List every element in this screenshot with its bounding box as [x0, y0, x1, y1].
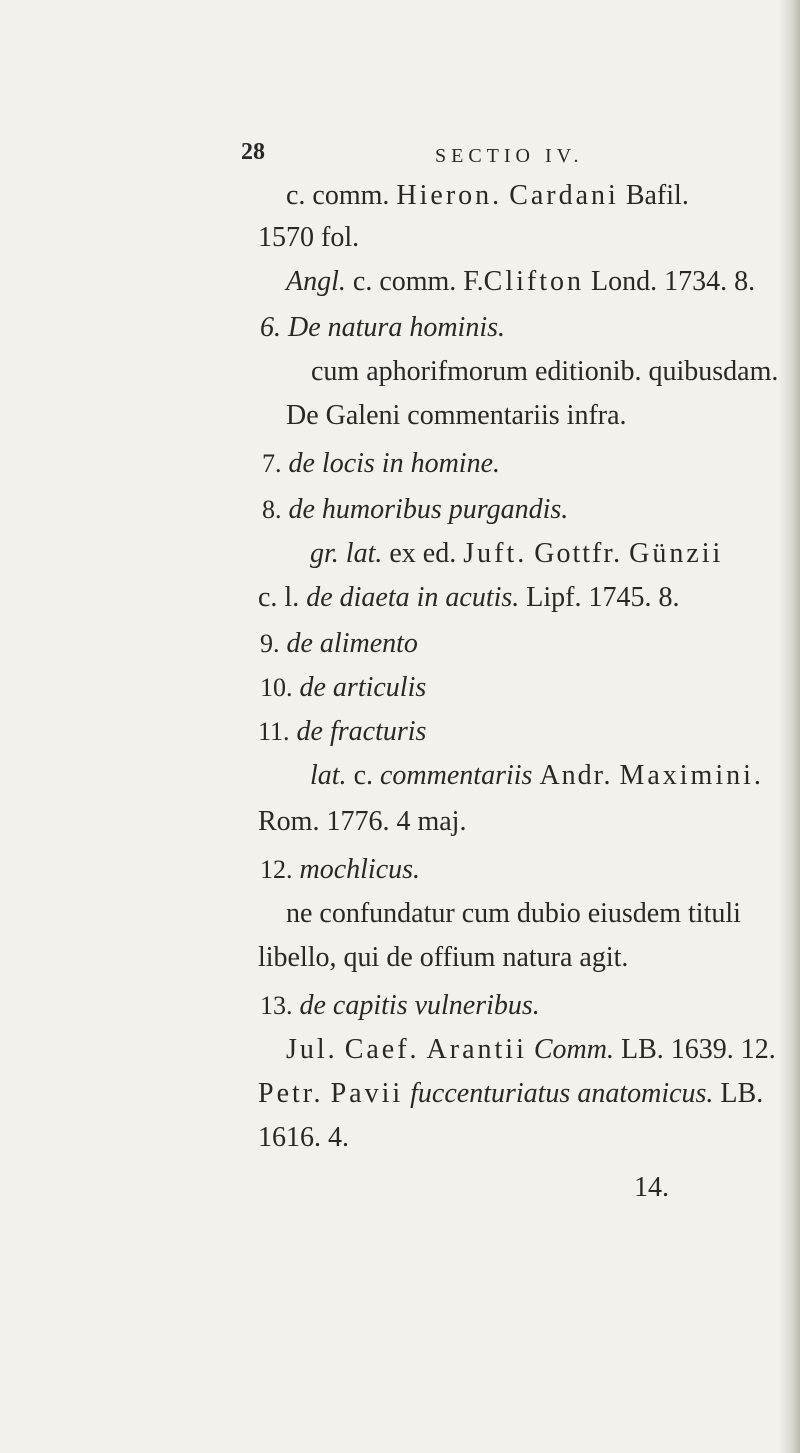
entry-line: [310, 538, 723, 570]
language-label: lat.: [310, 760, 347, 791]
entry-number: 6.: [260, 312, 281, 343]
page-edge-shadow: [778, 0, 800, 1453]
entry-heading: [260, 672, 426, 704]
entry-heading: [260, 312, 505, 344]
entry-title: de articulis: [299, 672, 427, 703]
author-name: Caef.: [344, 1034, 420, 1065]
entry-line: [286, 266, 755, 298]
entry-title: Comm.: [533, 1034, 614, 1065]
entry-line: [258, 582, 680, 614]
entry-line: [286, 1034, 776, 1066]
author-name: Juft.: [463, 538, 528, 569]
language-label: gr. lat.: [310, 538, 383, 569]
entry-line: [286, 898, 741, 930]
entry-number: 8.: [262, 495, 282, 524]
imprint: Lipf. 1745. 8.: [526, 582, 680, 613]
author-name: Andr.: [539, 760, 613, 791]
entry-number: 12.: [260, 855, 293, 884]
language-label: Angl.: [286, 266, 346, 297]
line-text: 1570 fol.: [258, 222, 360, 253]
line-text: c.: [353, 760, 373, 791]
author-name: Cardani: [509, 180, 619, 211]
place-name: Bafil.: [625, 180, 689, 211]
author-name: Jul.: [286, 1034, 338, 1065]
entry-title: de fracturis: [296, 716, 427, 747]
entry-line: [310, 760, 764, 792]
entry-title: De natura hominis.: [288, 312, 505, 343]
imprint: LB.: [720, 1078, 764, 1109]
running-title: SECTIO IV.: [435, 145, 584, 167]
entry-title: de alimento: [286, 628, 418, 659]
entry-number: 13.: [260, 991, 293, 1020]
author-name: Arantii: [426, 1034, 527, 1065]
entry-title: de diaeta in acutis.: [306, 582, 520, 613]
entry-number: 10.: [260, 673, 293, 702]
author-name: Petr.: [258, 1078, 324, 1109]
imprint: 1616. 4.: [258, 1122, 349, 1153]
entry-number: 9.: [260, 629, 280, 658]
entry-number: 11.: [258, 717, 290, 746]
line-text: cum aphorifmorum editionib. quibusdam.: [311, 356, 779, 387]
line-text: libello, qui de offium natura agit.: [258, 942, 629, 973]
entry-heading: [260, 990, 540, 1022]
author-name: Clifton: [483, 266, 584, 297]
line-text: ne confundatur cum dubio eiusdem tituli: [286, 898, 741, 929]
imprint: Lond. 1734. 8.: [590, 266, 756, 297]
imprint: LB. 1639. 12.: [620, 1034, 776, 1065]
entry-heading: [258, 716, 426, 748]
author-name: Maximini.: [619, 760, 764, 791]
page-number: 28: [241, 139, 265, 165]
line-text: De Galeni commentariis infra.: [286, 400, 627, 431]
entry-line: [286, 400, 627, 432]
entry-line: [258, 1078, 763, 1110]
entry-heading: [260, 628, 418, 660]
line-text: c. comm. F.: [352, 266, 484, 297]
entry-line: [258, 222, 359, 254]
entry-title: de capitis vulneribus.: [299, 990, 540, 1021]
entry-line: [286, 180, 689, 212]
author-name: Gottfr.: [534, 538, 623, 569]
line-text: c. comm.: [286, 180, 390, 211]
entry-number: 7.: [262, 449, 282, 478]
entry-heading: [262, 494, 568, 526]
entry-line: [258, 942, 628, 974]
imprint: Rom. 1776. 4 maj.: [258, 806, 467, 837]
catchword: 14.: [634, 1172, 669, 1203]
entry-title: fuccenturiatus anatomicus.: [410, 1078, 714, 1109]
entry-title: mochlicus.: [299, 854, 421, 885]
author-name: Günzii: [629, 538, 724, 569]
author-name: Hieron.: [396, 180, 503, 211]
entry-title: de locis in homine.: [288, 448, 501, 479]
entry-line: [311, 356, 778, 388]
entry-title: de humoribus purgandis.: [288, 494, 569, 525]
entry-heading: [260, 854, 420, 886]
entry-line: [258, 1122, 349, 1154]
entry-title: commentariis: [380, 760, 533, 791]
entry-heading: [262, 448, 500, 480]
line-text: ex ed.: [389, 538, 457, 569]
line-text: c. l.: [258, 582, 300, 613]
entry-line: [258, 806, 466, 838]
author-name: Pavii: [330, 1078, 404, 1109]
